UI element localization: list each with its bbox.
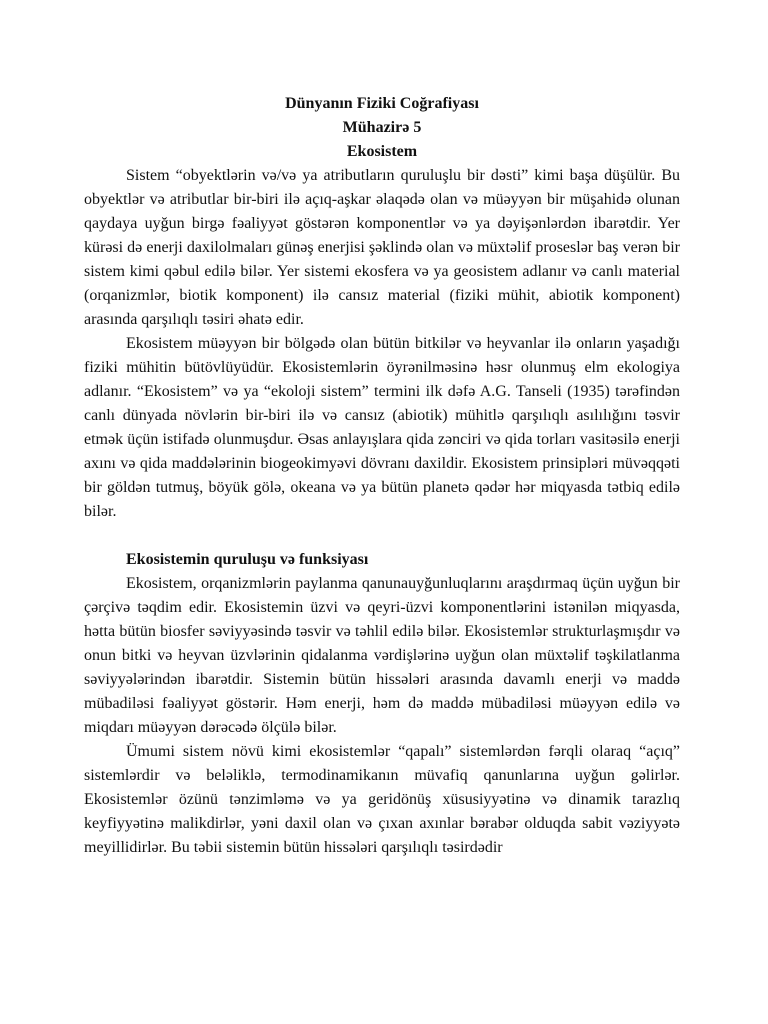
document-page (84, 92, 680, 860)
paragraph-spacer (84, 524, 680, 548)
section-heading: Ekosistemin quruluşu və funksiyası (126, 551, 369, 568)
course-title: Dünyanın Fiziki Coğrafiyası (285, 95, 479, 112)
intro-paragraph: Sistem “obyektlərin və/və ya atributların quruluşlu bir dəsti” kimi başa düşülür. Bu obyektlər və atributlar bir-biri ilə açıq-aşkar əlaqədə olan və müəyyən bir müşahidə olunan qaydaya uyğun birgə fəaliyyət göstərən komponentlər və ya dəyişənlərdən ibarətdir. Yer kürəsi də enerji daxilolmaları günəş enerjisi şəklində olan və müxtəlif proseslər baş verən bir sistem kimi qəbul edilə bilər. Yer sistemi ekosfera və ya geosistem adlanır və canlı material (orqanizmlər, biotik komponent) ilə cansız material (fiziki mühit, abiotik komponent) arasında qarşılıqlı təsiri əhatə edir. (84, 167, 680, 328)
topic-title: Ekosistem (346, 143, 418, 160)
lecture-number: Mühazirə 5 (342, 119, 422, 136)
section-paragraph: Ekosistem, orqanizmlərin paylanma qanunauyğunluqlarını araşdırmaq üçün uyğun bir çərçivə təqdim edir. Ekosistemin üzvi və qeyri-üzvi komponentlərini istənilən miqyasda, hətta bütün biosfer səviyyəsində təsvir və təhlil edilə bilər. Ekosistemlər strukturlaşmışdır və onun bitki və heyvan üzvlərinin qidalanma vərdişlərinə uyğun olan müxtəlif təşkilatlanma səviyyələrindən ibarətdir. Sistemin bütün hissələri arasında davamlı enerji və maddə mübadiləsi fəaliyyət göstərir. Həm enerji, həm də maddə mübadiləsi müəyyən edilə və miqdarı müəyyən dərəcədə ölçülə bilər. (84, 575, 680, 736)
section-paragraph: Ümumi sistem növü kimi ekosistemlər “qapalı” sistemlərdən fərqli olaraq “açıq” sistemlərdir və beləliklə, termodinamikanın müvafiq qanunlarına uyğun gəlirlər. Ekosistemlər özünü tənzimləmə və ya geridönüş xüsusiyyətinə və dinamik tarazlıq keyfiyyətinə malikdirlər, yəni daxil olan və çıxan axınlar bərabər olduqda sabit vəziyyətə meyillidirlər. Bu təbii sistemin bütün hissələri qarşılıqlı təsirdədir (84, 743, 680, 856)
intro-paragraph: Ekosistem müəyyən bir bölgədə olan bütün bitkilər və heyvanlar ilə onların yaşadığı fiziki mühitin bütövlüyüdür. Ekosistemlərin öyrənilməsinə həsr olunmuş elm ekologiya adlanır. “Ekosistem” və ya “ekoloji sistem” termini ilk dəfə A.G. Tanseli (1935) tərəfindən canlı dünyada növlərin bir-biri ilə və cansız (abiotik) mühitlə qarşılıqlı asılılığını təsvir etmək üçün istifadə olunmuşdur. Əsas anlayışlara qida zənciri və qida torları vasitəsilə enerji axını və qida maddələrinin biogeokimyəvi dövranı daxildir. Ekosistem prinsipləri müvəqqəti bir göldən tutmuş, böyük gölə, okeana və ya bütün planetə qədər hər miqyasda tətbiq edilə bilər. (84, 335, 680, 520)
